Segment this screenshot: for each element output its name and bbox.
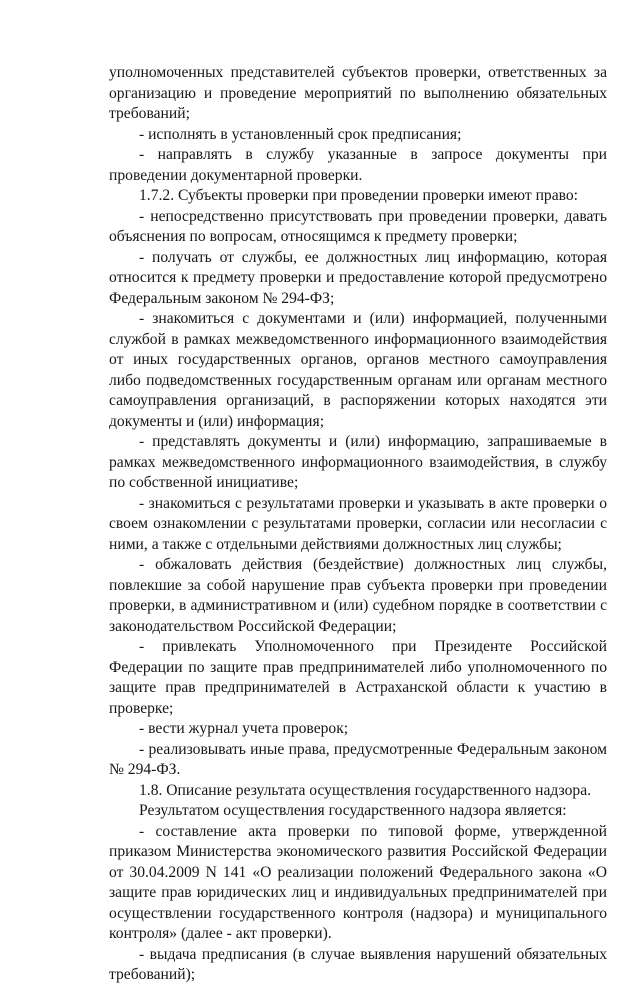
paragraph: - вести журнал учета проверок;: [139, 720, 349, 737]
paragraph: - получать от службы, ее должностных лиц информацию, которая относится к предмету проверки и предоставление которой предусмотрено Федеральным законом № 294-ФЗ;: [109, 248, 607, 307]
paragraph: 1.8. Описание результата осуществления государственного надзора.: [139, 781, 592, 799]
paragraph: 1.7.2. Субъекты проверки при проведении проверки имеют право:: [139, 187, 579, 204]
paragraph: - знакомиться с результатами проверки и указывать в акте проверки о своем ознакомлении с результатами проверки, согласии или несогласии с ними, а также с отдельными действиями должностных лиц службы;: [109, 494, 607, 553]
paragraph: - реализовывать иные права, предусмотренные Федеральным законом № 294-ФЗ.: [109, 740, 607, 778]
paragraph: - обжаловать действия (бездействие) должностных лиц службы, повлекшие за собой нарушение прав субъекта проверки при проведении проверки, в административном и (или) судебном порядке в соответствии с законодательством Российской Федерации;: [109, 556, 607, 635]
paragraph: - составление акта проверки по типовой форме, утвержденной приказом Министерства экономического развития Российской Федерации от 30.04.2009 N 141 «О реализации положений Федерального закона «О защите прав юридических лиц и индивидуальных предпринимателей при осуществлении государственного контроля (надзора) и муниципального контроля» (далее - акт проверки).: [109, 822, 607, 942]
paragraph: - направлять в службу указанные в запросе документы при проведении документарной проверки.: [109, 146, 607, 184]
paragraph: - привлекать Уполномоченного при Президенте Российской Федерации по защите прав предпринимателей либо уполномоченного по защите прав предпринимателей в Астраханской области к участию в проверке;: [109, 638, 607, 717]
paragraph: Результатом осуществления государственного надзора является:: [139, 802, 567, 819]
paragraph: - непосредственно присутствовать при проведении проверки, давать объяснения по вопросам, относящимся к предмету проверки;: [109, 207, 607, 245]
paragraph: - представлять документы и (или) информацию, запрашиваемые в рамках межведомственного информационного взаимодействия, в службу по собственной инициативе;: [109, 433, 607, 491]
paragraph: - исполнять в установленный срок предписания;: [139, 125, 462, 143]
paragraph: уполномоченных представителей субъектов проверки, ответственных за организацию и проведение мероприятий по выполнению обязательных требований;: [109, 64, 607, 122]
paragraph: - знакомиться с документами и (или) информацией, полученными службой в рамках межведомственного информационного взаимодействия от иных государственных органов, органов местного самоуправления либо подведомственных государственным органам или органам местного самоуправления организаций, в распоряжении которых находятся эти документы и (или) информация;: [109, 310, 607, 430]
paragraph: - выдача предписания (в случае выявления нарушений обязательных требований);: [109, 945, 607, 983]
